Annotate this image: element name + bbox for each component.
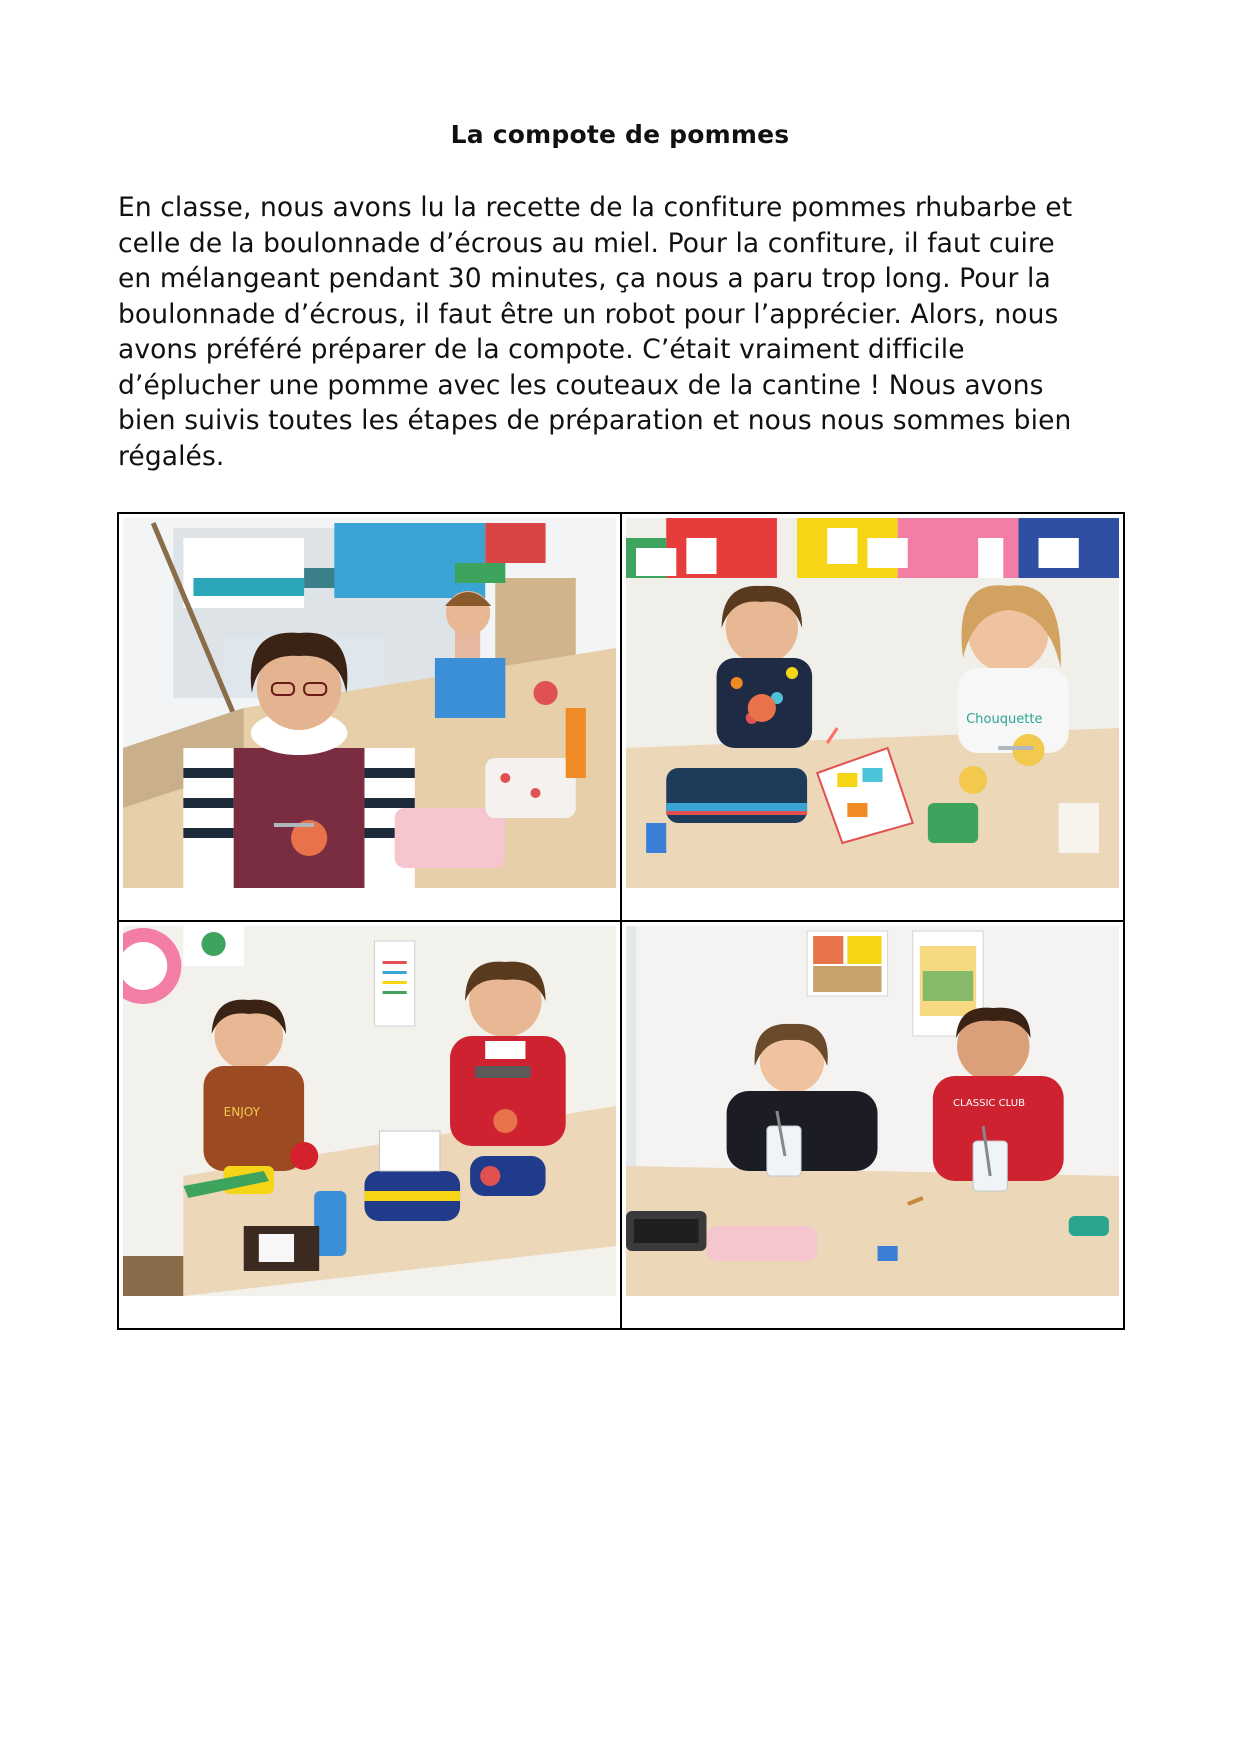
photo-cell: [118, 921, 621, 1329]
photo-girl-peeling-apple: [123, 518, 616, 888]
photo-cell: [621, 513, 1124, 921]
photo-cell: [621, 921, 1124, 1329]
paragraph-line: En classe, nous avons lu la recette de la confiture pommes rhubarbe et: [118, 192, 1073, 223]
paragraph-line: avons préféré préparer de la compote. C’était vraiment difficile: [118, 334, 965, 365]
paragraph-line: celle de la boulonnade d’écrous au miel. Pour la confiture, il faut cuire: [118, 227, 1055, 259]
photo-boys-with-apples: [123, 926, 616, 1296]
paragraph-line: boulonnade d’écrous, il faut être un robot pour l’apprécier. Alors, nous: [118, 298, 1059, 330]
photo-grid: [117, 512, 1125, 1330]
photo-two-children-at-table: [626, 518, 1119, 888]
sweater-text: ENJOY: [223, 1105, 260, 1119]
sweater-text: CLASSIC CLUB: [952, 1098, 1025, 1109]
paragraph-line: bien suivis toutes les étapes de préparation et nous nous sommes bien: [118, 405, 1072, 436]
photo-children-stirring-cups: [626, 926, 1119, 1296]
body-paragraph: [118, 190, 1130, 474]
sweater-text: Chouquette: [966, 712, 1043, 727]
page-title: La compote de pommes: [450, 120, 790, 149]
paragraph-line: régalés.: [118, 440, 225, 472]
photo-cell: [118, 513, 621, 921]
paragraph-line: en mélangeant pendant 30 minutes, ça nous a paru trop long. Pour la: [118, 263, 1051, 294]
paragraph-line: d’éplucher une pomme avec les couteaux de la cantine ! Nous avons: [118, 369, 1044, 401]
